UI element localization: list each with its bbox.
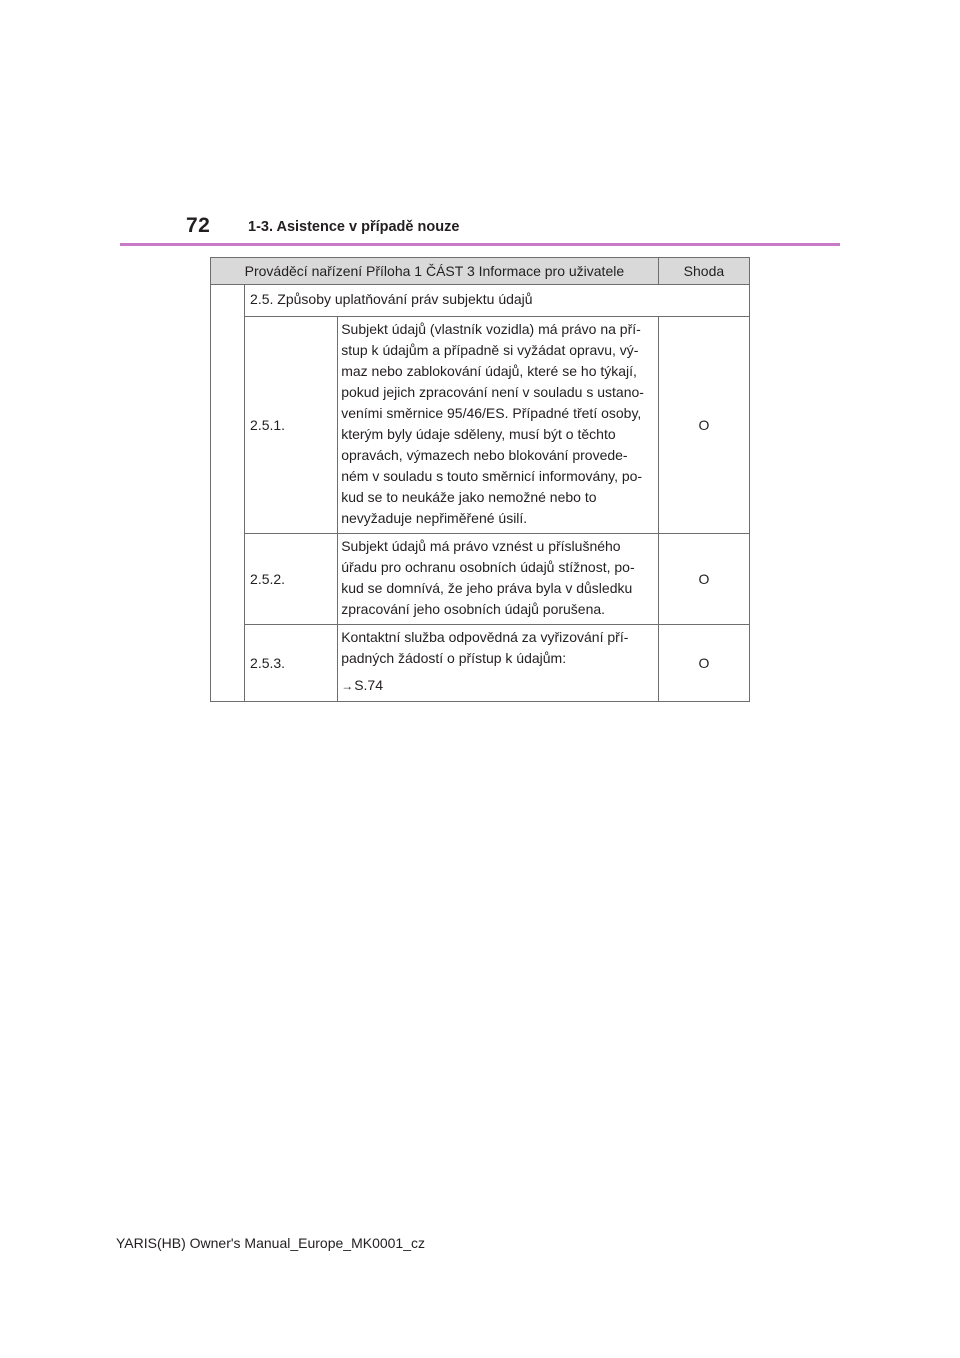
text-line: pokud jejich zpracování není v souladu s ustano- — [341, 384, 644, 400]
text-line: kud se to neukáže jako nemožné nebo to — [341, 489, 597, 505]
arrow-right-icon: → — [341, 679, 354, 693]
row-number: 2.5.1. — [245, 317, 338, 534]
text-line: maz nebo zablokování údajů, které se ho týkají, — [341, 363, 637, 379]
page-number: 72 — [186, 214, 211, 237]
column-header-conformity: Shoda — [658, 258, 749, 285]
row-text — [338, 534, 659, 625]
column-header-regulation: Prováděcí nařízení Příloha 1 ČÁST 3 Informace pro uživatele — [211, 258, 659, 285]
conformity-mark: O — [658, 534, 749, 625]
table-row — [211, 625, 750, 702]
table-row — [211, 317, 750, 534]
table-subheading-row — [211, 285, 750, 317]
text-line: Subjekt údajů má právo vznést u příslušného — [341, 538, 621, 554]
text-line: nevyžaduje nepřiměřené úsilí. — [341, 510, 528, 526]
document-footer: YARIS(HB) Owner's Manual_Europe_MK0001_cz — [116, 1235, 425, 1251]
indent-cell — [211, 285, 245, 702]
text-line: kterým byly údaje sděleny, musí být o těchto — [341, 426, 616, 442]
regulation-table — [210, 257, 750, 702]
page-reference — [341, 675, 658, 697]
row-number: 2.5.3. — [245, 625, 338, 702]
subheading-cell: 2.5. Způsoby uplatňování práv subjektu údajů — [245, 285, 750, 317]
conformity-mark: O — [658, 625, 749, 702]
table-header-row — [211, 258, 750, 285]
page-reference-text: S.74 — [354, 677, 384, 693]
text-line: ném v souladu s touto směrnicí informovány, po- — [341, 468, 643, 484]
text-line: Kontaktní služba odpovědná za vyřizování pří- — [341, 629, 629, 645]
table-row — [211, 534, 750, 625]
text-line: Subjekt údajů (vlastník vozidla) má právo na pří- — [341, 321, 641, 337]
text-line: padných žádostí o přístup k údajům: — [341, 650, 567, 666]
text-line: úřadu pro ochranu osobních údajů stížnost, po- — [341, 559, 635, 575]
text-line: stup k údajům a případně si vyžádat opravu, vý- — [341, 342, 639, 358]
row-text — [338, 317, 659, 534]
text-line: veními směrnice 95/46/ES. Případné třetí osoby, — [341, 405, 642, 421]
row-text — [338, 625, 659, 702]
text-line: kud se domnívá, že jeho práva byla v důsledku — [341, 580, 633, 596]
conformity-mark: O — [658, 317, 749, 534]
section-title: 1-3. Asistence v případě nouze — [248, 219, 460, 235]
row-number: 2.5.2. — [245, 534, 338, 625]
text-line: zpracování jeho osobních údajů porušena. — [341, 601, 606, 617]
header-divider — [120, 243, 840, 246]
text-line: opravách, výmazech nebo blokování provede- — [341, 447, 628, 463]
